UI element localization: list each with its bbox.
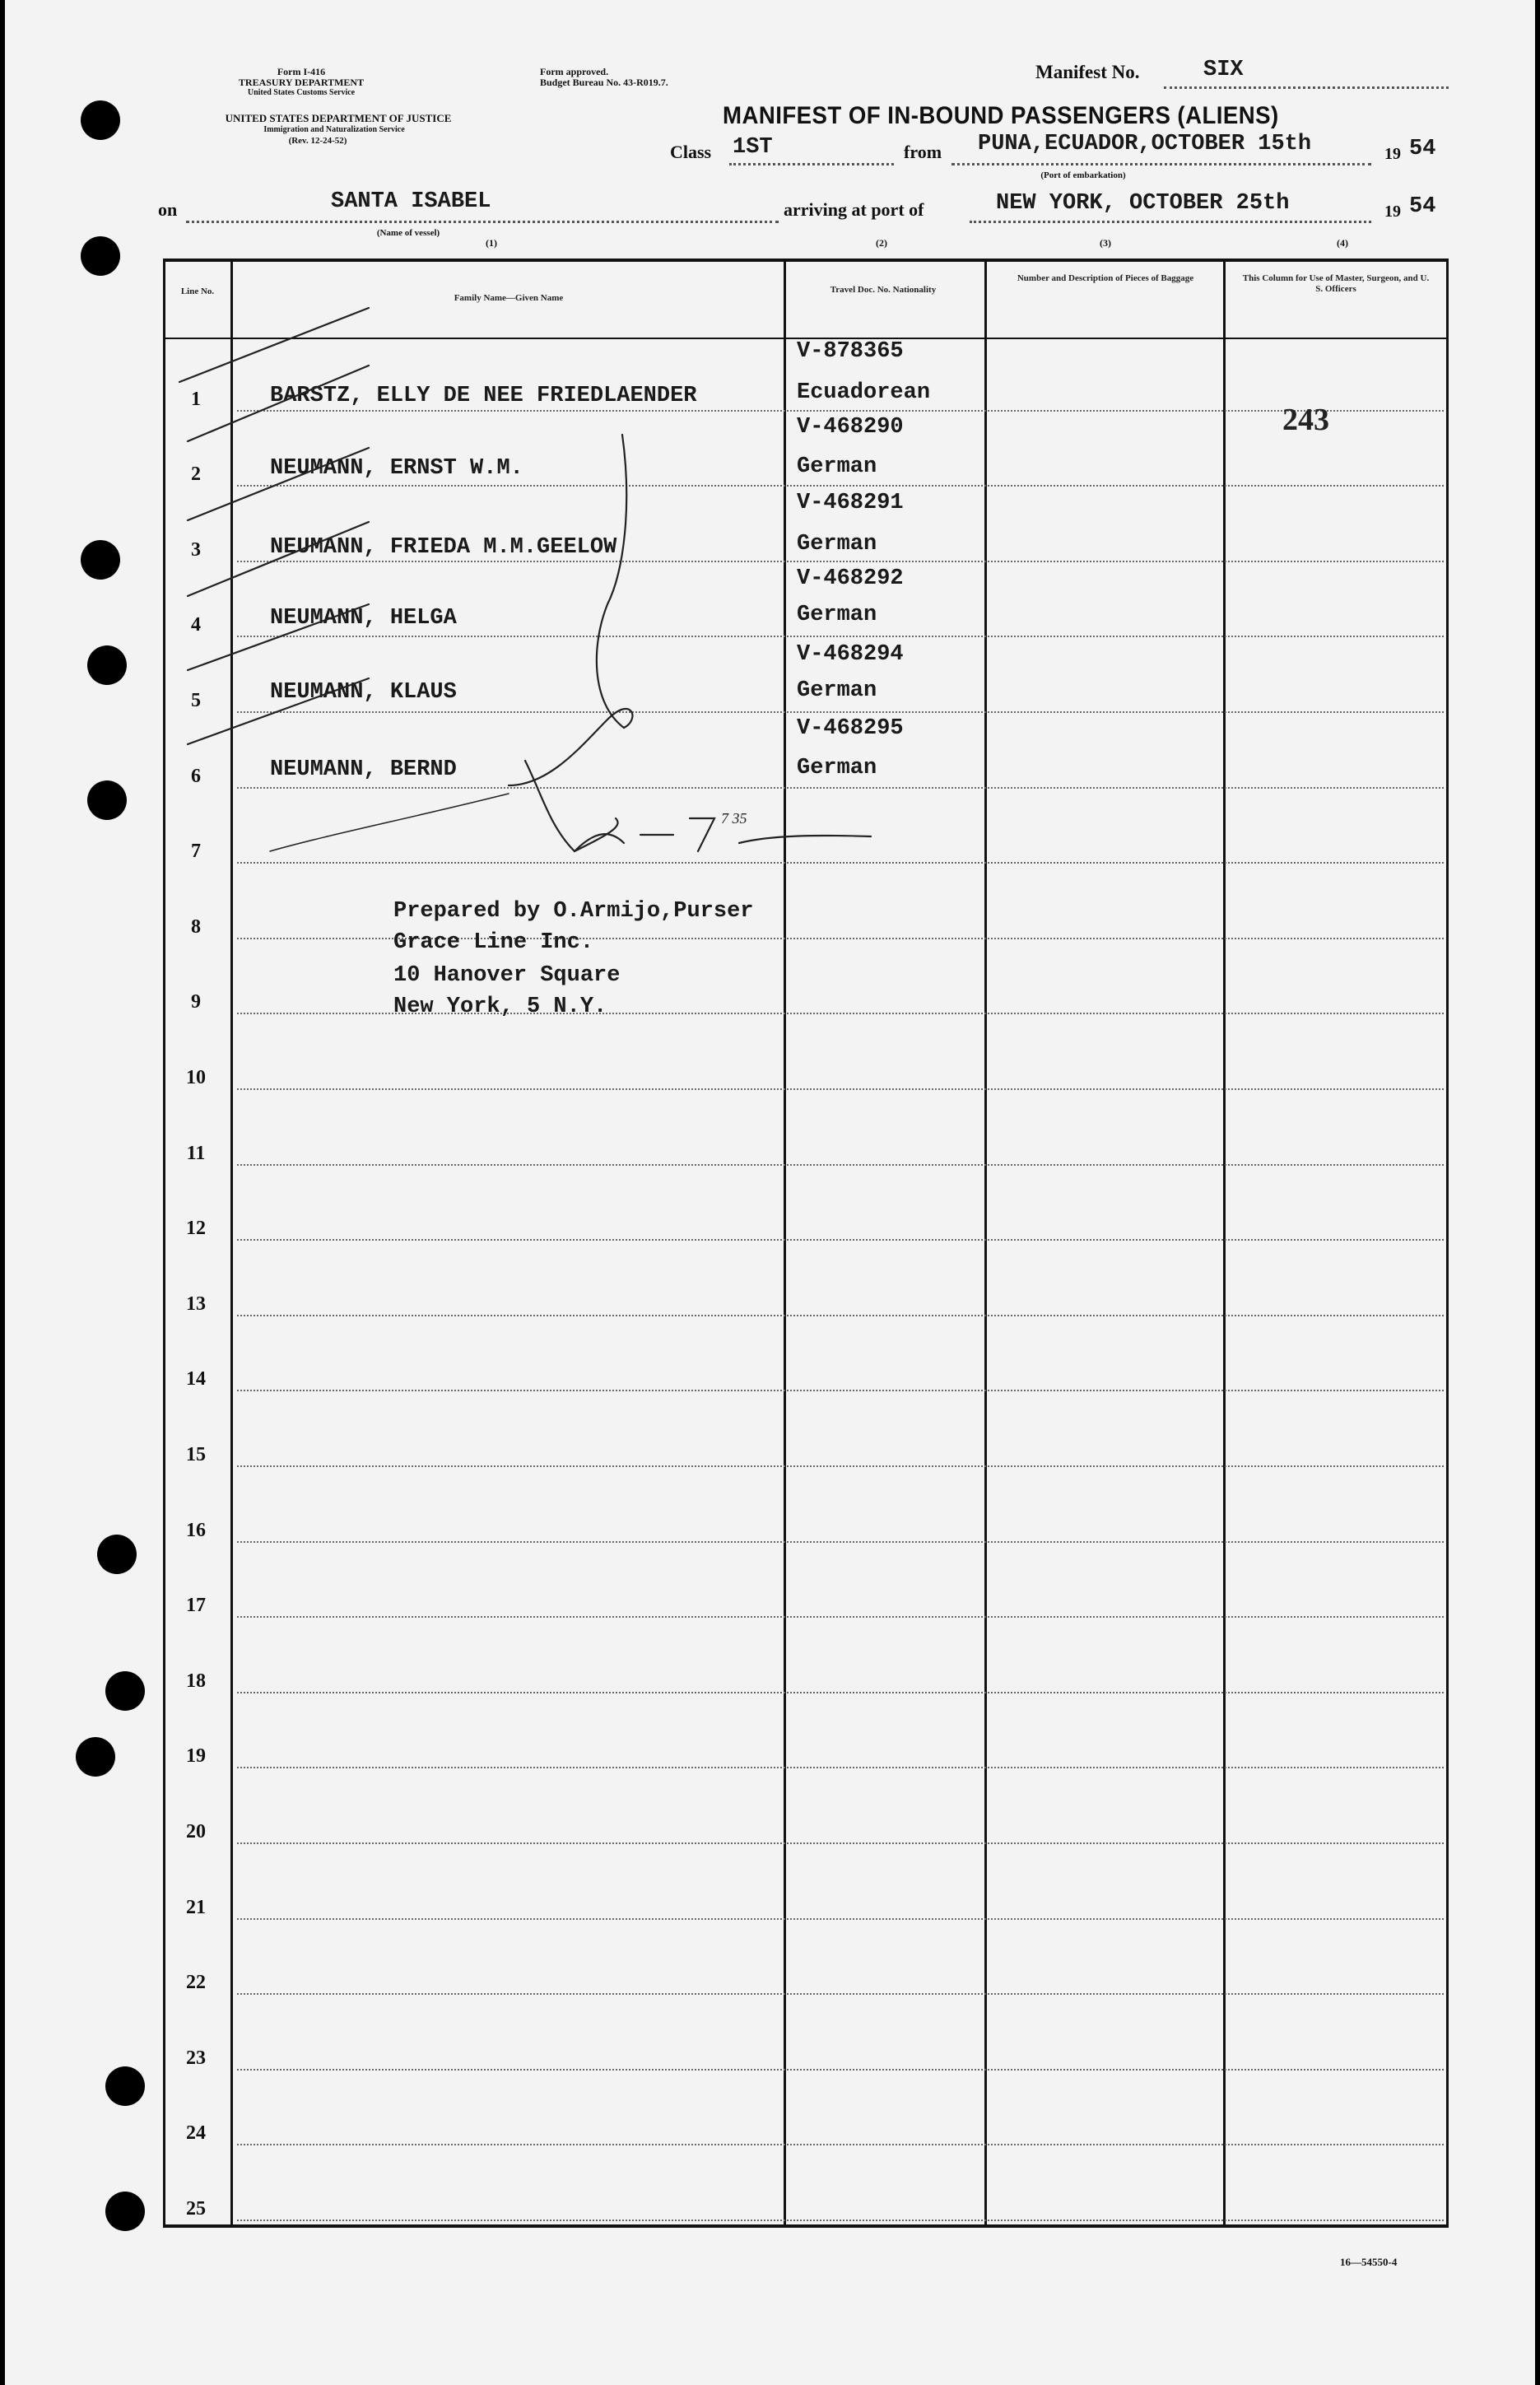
check-mark [188,366,369,441]
row-rule [237,1918,1444,1920]
binder-hole [97,1535,137,1574]
col-marker-4: (4) [1337,237,1348,249]
arrival-year-prefix: 19 [1384,203,1401,221]
binder-hole [105,2192,145,2231]
line-number: 21 [186,1896,206,1918]
line-number: 4 [191,614,201,636]
row-rule [237,1541,1444,1543]
handwritten-note: 7 35 [721,810,747,827]
binder-hole [81,236,120,276]
passenger-name: NEUMANN, FRIEDA M.M.GEELOW [270,535,617,560]
line-number: 15 [186,1444,206,1465]
check-mark [188,678,369,744]
passenger-name: NEUMANN, BERND [270,757,457,782]
agency-treasury: TREASURY DEPARTMENT [238,77,365,88]
row-rule [237,1993,1444,1995]
form-revision: (Rev. 12-24-52) [288,136,347,146]
line-number: 13 [186,1293,206,1315]
passenger-nationality: German [797,603,877,627]
passenger-name: NEUMANN, HELGA [270,606,457,631]
line-number: 22 [186,1972,206,1994]
binder-hole [87,780,127,820]
binder-hole [81,540,120,580]
binder-hole [105,2066,145,2106]
page-title: MANIFEST OF IN-BOUND PASSENGERS (ALIENS) [723,102,1279,129]
check-mark [188,522,369,596]
passenger-nationality: German [797,678,877,703]
line-number: 18 [186,1670,206,1692]
form-approved: Form approved. [540,66,609,77]
arrival-line [970,221,1371,223]
on-label: on [158,199,178,220]
class-label: Class [670,142,712,162]
passenger-table [163,259,1449,2229]
row-rule [237,1088,1444,1090]
budget-bureau: Budget Bureau No. 43-R019.7. [540,77,668,88]
from-value: PUNA,ECUADOR,OCTOBER 15th [978,132,1312,156]
line-number: 12 [186,1218,206,1240]
agency-customs: United States Customs Service [247,88,356,97]
manifest-no-label: Manifest No. [1035,62,1140,82]
col-marker-3: (3) [1100,237,1111,249]
binder-hole [105,1671,145,1711]
check-mark [188,604,369,670]
line-number: 19 [186,1745,206,1768]
binder-hole [87,645,127,685]
row-rule [237,2220,1444,2221]
arrival-year: 54 [1409,194,1436,219]
passenger-doc: V-468290 [797,415,904,440]
line-number: 25 [186,2198,206,2220]
from-label: from [904,142,942,162]
line-number: 2 [191,463,201,486]
check-mark [179,308,369,382]
passenger-doc: V-468291 [797,491,904,515]
line-number: 17 [186,1595,206,1617]
line-number: 1 [191,388,201,410]
port-caption: (Port of embarkation) [1040,170,1126,180]
line-number: 3 [191,538,201,561]
agency-ins: Immigration and Naturalization Service [263,125,405,134]
passenger-nationality: German [797,756,877,780]
passenger-name: NEUMANN, KLAUS [270,680,457,705]
passenger-doc: V-878365 [797,339,904,364]
passenger-doc: V-468295 [797,716,904,741]
row-rule [237,1842,1444,1844]
check-mark [188,448,369,520]
agency-justice: UNITED STATES DEPARTMENT OF JUSTICE [225,112,452,124]
footer-code: 16—54550-4 [1340,2256,1398,2268]
passenger-nationality: German [797,454,877,479]
from-line [951,163,1371,165]
line-number: 23 [186,2047,206,2069]
manifest-no-line [1164,86,1449,89]
arrival-value: NEW YORK, OCTOBER 25th [996,191,1290,216]
line-number: 7 [191,841,201,863]
vessel-line [186,221,779,223]
line-number: 14 [186,1368,206,1390]
handwritten-marks [163,259,1449,1082]
col-marker-1: (1) [486,237,497,249]
row-rule [237,1767,1444,1768]
col-marker-2: (2) [876,237,887,249]
prepared-company: Grace Line Inc. [393,930,594,955]
line-number: 8 [191,915,201,938]
from-year: 54 [1409,137,1436,161]
manifest-page [5,0,1535,2385]
row-rule [237,1465,1444,1467]
line-number: 9 [191,991,201,1013]
bracket-stroke [597,435,626,728]
col-header-officers: This Column for Use of Master, Surgeon, and U. S. Officers [1242,273,1430,294]
line-number: 24 [186,2122,206,2145]
col-header-line-no: Line No. [180,286,215,296]
row-rule [237,1239,1444,1241]
prepared-city: New York, 5 N.Y. [393,995,607,1019]
class-value: 1ST [733,135,773,160]
binder-hole [81,100,120,140]
passenger-nationality: German [797,532,877,557]
col-header-name: Family Name—Given Name [454,293,564,303]
arriving-label: arriving at port of [784,199,924,220]
passenger-name: BARSTZ, ELLY DE NEE FRIEDLAENDER [270,384,697,408]
line-number: 10 [186,1067,206,1088]
passenger-doc: V-468292 [797,566,904,591]
binder-hole [76,1737,115,1777]
officer-number: 243 [1282,403,1329,437]
from-year-prefix: 19 [1384,145,1401,163]
row-rule [237,2069,1444,2071]
manifest-no-value: SIX [1203,58,1244,82]
row-rule [237,2144,1444,2145]
passenger-nationality: Ecuadorean [797,380,931,405]
line-number: 16 [186,1519,206,1541]
line-number: 5 [191,690,201,711]
table-bottom-border [163,2224,1449,2228]
line-number: 11 [186,1142,206,1164]
passenger-doc: V-468294 [797,642,904,667]
line-number: 20 [186,1821,206,1842]
line-number: 6 [191,765,201,787]
col-header-travel-doc: Travel Doc. No. Nationality [830,285,937,295]
row-rule [237,1315,1444,1316]
form-number: Form I-416 [277,66,326,77]
row-rule [237,1616,1444,1618]
col-header-baggage: Number and Description of Pieces of Baggage [1017,273,1194,283]
prepared-by-line: Prepared by O.Armijo,Purser [393,899,754,924]
passenger-name: NEUMANN, ERNST W.M. [270,456,523,481]
row-rule [237,1390,1444,1391]
vessel-caption: (Name of vessel) [376,228,440,238]
row-rule [237,1164,1444,1166]
class-line [729,163,894,165]
row-rule [237,1692,1444,1693]
prepared-address: 10 Hanover Square [393,963,621,988]
vessel-name: SANTA ISABEL [331,189,491,214]
